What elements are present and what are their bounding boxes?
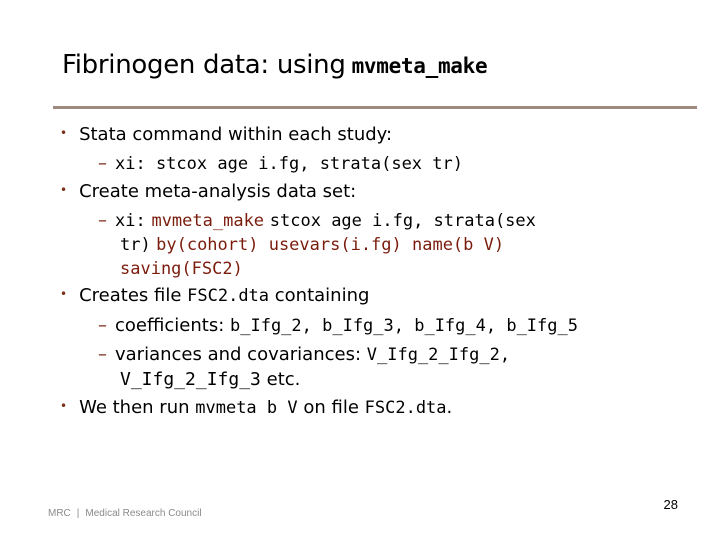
title-divider [53,106,697,109]
bullet-icon: • [60,287,68,301]
sub-bullet-text: variances and covariances: [115,344,362,365]
code-tr: tr) [120,235,151,255]
sub-bullet-mvmeta-make-line3 [120,257,243,281]
bullet-text-pre: Creates file [79,285,182,306]
code-filename: FSC2.dta [187,286,270,306]
logo-name: Medical Research Council [85,508,202,519]
code-variances: V_Ifg_2_Ifg_2, [366,345,511,365]
bullet-text-mid: on file [303,397,359,418]
code-mvmeta-make: mvmeta_make [151,211,265,231]
bullet-icon: • [60,399,68,413]
code-mvmeta: mvmeta b V [195,398,298,418]
bullet-run-mvmeta [60,397,452,418]
mrc-logo [48,508,202,519]
bullet-stata-command [60,124,392,145]
dash-icon: – [98,344,107,365]
sub-bullet-stcox [98,152,463,176]
code-stcox: stcox age i.fg, strata(sex [269,211,536,231]
title-code: mvmeta_make [351,54,488,78]
title-text: Fibrinogen data: using [62,50,346,80]
code-covariance: V_Ifg_2_Ifg_3 [120,369,261,390]
sub-bullet-text-etc: etc. [266,369,301,390]
bullet-text: Stata command within each study: [79,124,393,145]
code-xi: xi: [115,211,146,231]
bullet-icon: • [60,126,68,140]
bullet-text: Create meta-analysis data set: [79,181,357,202]
sub-bullet-variances-line2 [120,368,300,392]
bullet-create-dataset [60,181,356,202]
sub-bullet-mvmeta-make [98,209,536,233]
sub-bullet-coefficients [98,314,578,338]
dash-icon: – [98,210,107,231]
sub-bullet-text: coefficients: [115,315,225,336]
sub-bullet-mvmeta-make-line2 [120,233,504,257]
dash-icon: – [98,153,107,174]
bullet-creates-file [60,285,369,306]
bullet-icon: • [60,183,68,197]
code-saving: saving(FSC2) [120,259,243,279]
dash-icon: – [98,315,107,336]
slide-title [62,50,487,80]
logo-separator: | [76,508,80,519]
code-coefficients: b_Ifg_2, b_Ifg_3, b_Ifg_4, b_Ifg_5 [230,316,578,336]
sub-bullet-code: xi: stcox age i.fg, strata(sex tr) [115,154,463,174]
page-number: 28 [663,497,678,512]
bullet-text-post: containing [274,285,370,306]
code-filename: FSC2.dta [364,398,447,418]
bullet-text-pre: We then run [79,397,190,418]
sub-bullet-variances [98,343,510,367]
logo-mrc: MRC [48,508,71,519]
code-options: by(cohort) usevars(i.fg) name(b V) [156,235,505,255]
bullet-text-post: . [446,397,453,418]
